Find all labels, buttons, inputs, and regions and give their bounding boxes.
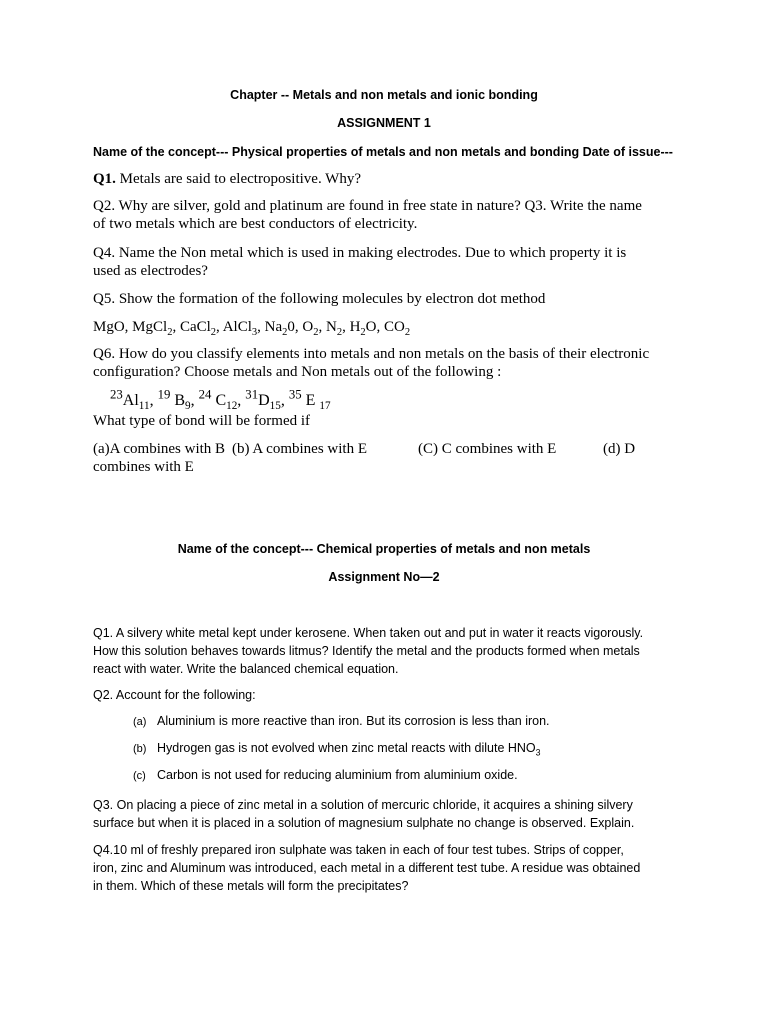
question-5: Q5. Show the formation of the following molecules by electron dot method [93, 291, 546, 307]
question-4-line-1: Q4. Name the Non metal which is used in making electrodes. Due to which property it is [93, 245, 627, 261]
option-d: (d) D [603, 441, 636, 457]
option-d-continued: combines with E [93, 459, 194, 475]
question-2-line-2: of two metals which are best conductors of electricity. [93, 216, 418, 232]
list-item-label: (b) [133, 743, 147, 755]
element-list: $^{23}Al_{11}$, $^{19}$ $B_9$, $^{24}$ $C_{12}$, $^{31}D_{15}$, $^{35}$ E $_{17}$ [110, 387, 331, 413]
a2-question-4 [93, 841, 693, 895]
question-4 [93, 244, 693, 280]
a2-question-1-line-1: Q1. A silvery white metal kept under kerosene. When taken out and put in water it reacts vigorously. [93, 626, 644, 640]
list-item-text: Carbon is not used for reducing aluminium from aluminium oxide. [157, 768, 518, 782]
question-2-3 [93, 197, 693, 233]
question-1-label: Q1. [93, 171, 116, 187]
question-1-text: Metals are said to electropositive. Why? [119, 171, 361, 187]
question-1 [93, 170, 678, 188]
list-item [133, 714, 550, 728]
question-6 [93, 345, 693, 381]
a2-question-2: Q2. Account for the following: [93, 688, 256, 702]
question-6-line-1: Q6. How do you classify elements into metals and non metals on the basis of their electronic [93, 346, 650, 362]
a2-question-4-line-1: Q4.10 ml of freshly prepared iron sulphate was taken in each of four test tubes. Strips of copper, [93, 843, 624, 857]
a2-question-3 [93, 796, 693, 832]
list-item-label: (a) [133, 716, 147, 728]
option-b: (b) A combines with E [232, 441, 367, 457]
concept-2-heading: Name of the concept--- Chemical properties of metals and non metals [177, 542, 591, 556]
question-2-line-1: Q2. Why are silver, gold and platinum are found in free state in nature? Q3. Write the name [93, 198, 642, 214]
question-4-line-2: used as electrodes? [93, 263, 208, 279]
list-item-text: Aluminium is more reactive than iron. But its corrosion is less than iron. [157, 714, 550, 728]
list-item [133, 768, 518, 782]
molecule-formulas: MgO, MgCl$_2$, CaCl$_2$, AlCl$_3$, $Na_20$, $O_2$, $N_2$, $H_2O$, $CO_2$ [93, 319, 411, 338]
assignment-2-title: Assignment No—2 [328, 570, 440, 584]
question-6-line-2: configuration? Choose metals and Non metals out of the following : [93, 364, 502, 380]
list-item: (b) Hydrogen gas is not evolved when zinc metal reacts with dilute $HNO_3$ [133, 741, 541, 758]
assignment-1-title: ASSIGNMENT 1 [337, 116, 431, 130]
option-c: (C) C combines with E [418, 441, 557, 457]
a2-question-3-line-2: surface but when it is placed in a solution of magnesium sulphate no change is observed. Explain. [93, 816, 635, 830]
a2-question-1 [93, 624, 693, 678]
list-item-text: Hydrogen gas is not evolved when zinc metal reacts with dilute HNO [157, 741, 536, 755]
a2-question-3-line-1: Q3. On placing a piece of zinc metal in a solution of mercuric chloride, it acquires a shining silvery [93, 798, 633, 812]
a2-question-1-line-3: react with water. Write the balanced chemical equation. [93, 662, 399, 676]
a2-question-4-line-2: iron, zinc and Aluminum was introduced, each metal in a different test tube. A residue was obtained [93, 861, 641, 875]
chapter-title: Chapter -- Metals and non metals and ionic bonding [230, 88, 538, 102]
option-a: (a)A combines with B [93, 441, 226, 457]
list-item-label: (c) [133, 770, 146, 782]
a2-question-1-line-2: How this solution behaves towards litmus? Identify the metal and the products formed when metals [93, 644, 640, 658]
bond-question: What type of bond will be formed if [93, 413, 311, 429]
a2-question-4-line-3: in them. Which of these metals will form the precipitates? [93, 879, 409, 893]
concept-1-heading: Name of the concept--- Physical properties of metals and non metals and bonding Date of issue--- [93, 145, 673, 159]
